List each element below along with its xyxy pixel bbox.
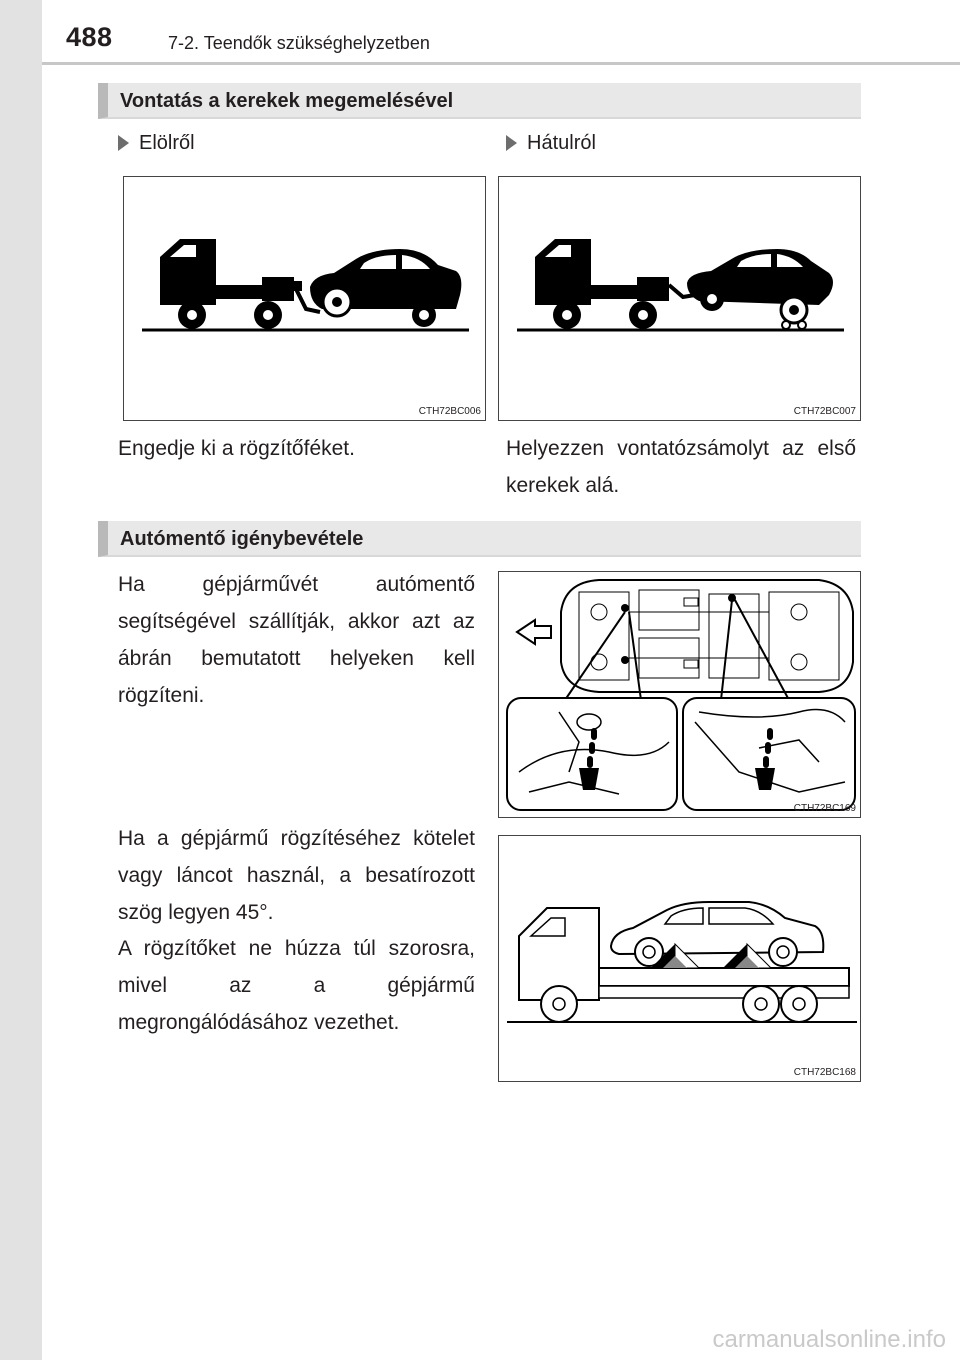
figure-code: CTH72BC006 [418, 406, 481, 417]
section-title-tow-truck [98, 521, 861, 557]
figure-code: CTH72BC007 [793, 406, 856, 417]
side-strip [0, 0, 42, 1360]
caption-rear: Helyezzen vontatózsámolyt az első kerekek alá. [506, 437, 856, 497]
watermark: carmanualsonline.info [712, 1326, 946, 1353]
section-title-text: Vontatás a kerekek megemelésével [120, 90, 454, 112]
paragraph-overtighten-warning: A rögzítőket ne húzza túl szorosra, mivel az a gépjármű megrongálódásához vezethet. [118, 937, 475, 1034]
subheading-front [118, 132, 195, 155]
section-title-text: Autómentő igénybevétele [120, 528, 364, 550]
section-title-wheel-lift [98, 83, 861, 119]
tow-truck-front-illustration [124, 177, 487, 422]
subheading-rear [506, 132, 596, 155]
figure-front-tow [123, 176, 486, 421]
figure-code: CTH72BC169 [793, 803, 856, 814]
paragraph-rope-angle: Ha a gépjármű rögzítéséhez kötelet vagy láncot használ, a besatírozott szög legyen 45°. [118, 827, 475, 924]
underbody-tie-down-illustration [499, 572, 862, 819]
page-number: 488 [66, 22, 113, 52]
subheading-front-label: Elölről [139, 132, 195, 154]
paragraph-tie-down-locations: Ha gépjárművét autómentő segítségével szállítják, akkor azt az ábrán bemutatott helyeken kell rögzíteni. [118, 573, 475, 707]
flatbed-truck-illustration [499, 836, 862, 1083]
header-divider [42, 62, 960, 65]
caption-front: Engedje ki a rögzítőféket. [118, 437, 355, 460]
tow-truck-rear-illustration [499, 177, 862, 422]
figure-tie-down-points [498, 571, 861, 818]
figure-flatbed-truck [498, 835, 861, 1082]
triangle-bullet-icon [506, 135, 517, 151]
figure-code: CTH72BC168 [793, 1067, 856, 1078]
figure-rear-tow [498, 176, 861, 421]
subheading-rear-label: Hátulról [527, 132, 596, 154]
triangle-bullet-icon [118, 135, 129, 151]
chapter-title: 7-2. Teendők szükséghelyzetben [168, 33, 430, 53]
